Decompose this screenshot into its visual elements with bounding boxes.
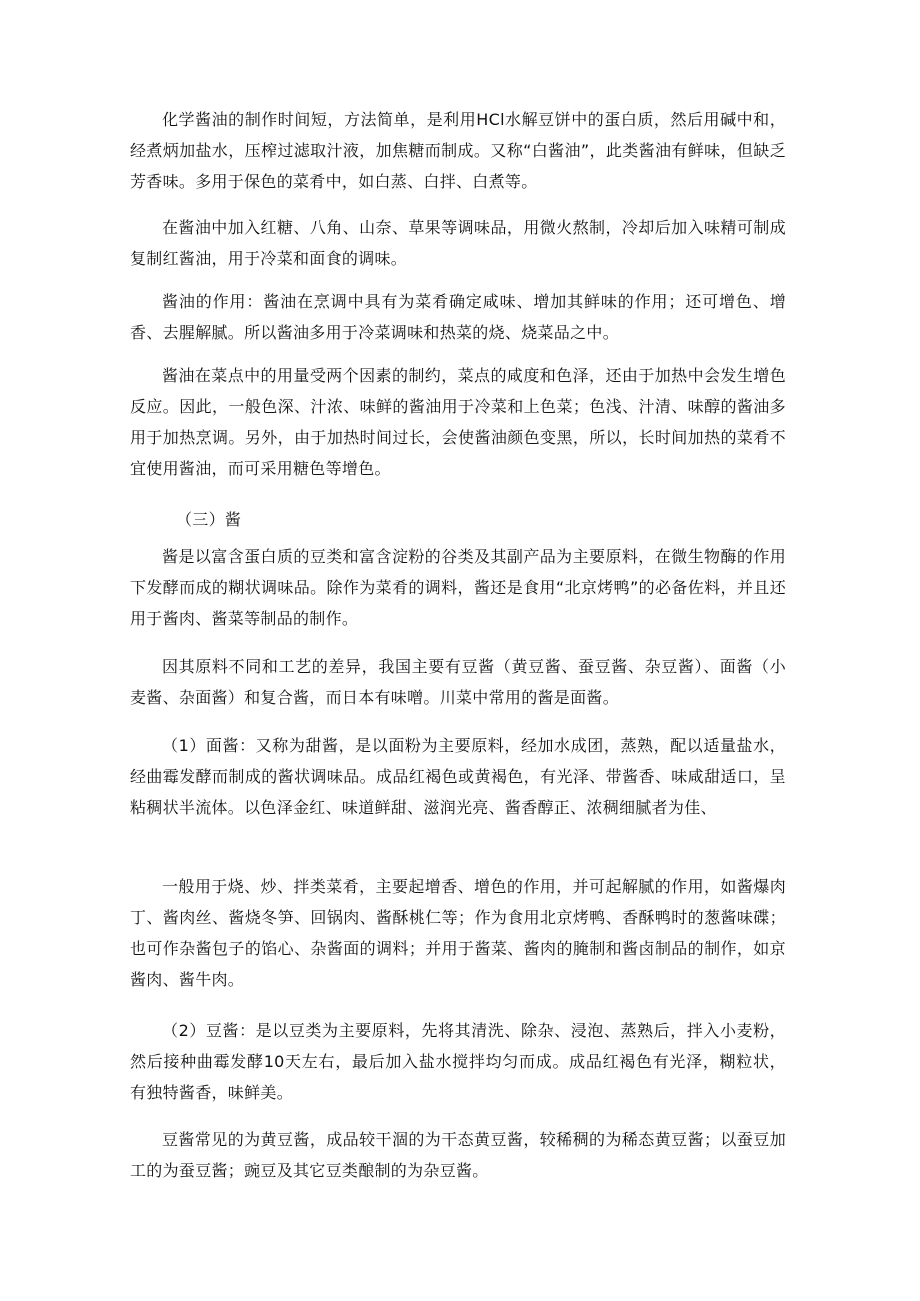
- paragraph-sauce-definition: 酱是以富含蛋白质的豆类和富含淀粉的谷类及其副产品为主要原料，在微生物酶的作用下发酵而成的糊状调味品。除作为菜肴的调料，酱还是食用“北京烤鸭”的必备佐料，并且还用于酱肉、酱菜等制品的制作。: [130, 547, 786, 628]
- paragraph-sauce-types: 因其原料不同和工艺的差异，我国主要有豆酱（黄豆酱、蚕豆酱、杂豆酱）、面酱（小麦酱、杂面酱）和复合酱，而日本有味噌。川菜中常用的酱是面酱。: [130, 657, 786, 707]
- paragraph-chemical-soy-sauce: 化学酱油的制作时间短，方法简单，是利用HCl水解豆饼中的蛋白质，然后用碱中和，经煮炳加盐水，压榨过滤取汁液，加焦糖而制成。又称“白酱油”，此类酱油有鲜味，但缺乏芳香味。多用于保色的菜肴中，如白蒸、白拌、白煮等。: [130, 110, 786, 191]
- paragraph-flour-sauce: （1）面酱：又称为甜酱，是以面粉为主要原料，经加水成团，蒸熟，配以适量盐水，经曲霉发酵而制成的酱状调味品。成品红褐色或黄褐色，有光泽、带酱香、味咸甜适口，呈粘稠状半流体。以色泽金红、味道鲜甜、滋润光亮、酱香醇正、浓稠细腻者为佳、: [130, 736, 786, 817]
- paragraph-bean-sauce-kinds: 豆酱常见的为黄豆酱，成品较干涸的为干态黄豆酱，较稀稠的为稀态黄豆酱；以蚕豆加工的为蚕豆酱；豌豆及其它豆类酿制的为杂豆酱。: [130, 1130, 786, 1180]
- paragraph-flour-sauce-usage: 一般用于烧、炒、拌类菜肴，主要起增香、增色的作用，并可起解腻的作用，如酱爆肉丁、酱肉丝、酱烧冬笋、回锅肉、酱酥桃仁等；作为食用北京烤鸭、香酥鸭时的葱酱味碟；也可作杂酱包子的馅心、杂酱面的调料；并用于酱菜、酱肉的腌制和酱卤制品的制作，如京酱肉、酱牛肉。: [130, 877, 786, 989]
- paragraph-soy-sauce-function: 酱油的作用：酱油在烹调中具有为菜肴确定咸味、增加其鲜味的作用；还可增色、增香、去腥解腻。所以酱油多用于冷菜调味和热菜的烧、烧菜品之中。: [130, 292, 786, 342]
- paragraph-red-soy-sauce: 在酱油中加入红糖、八角、山奈、草果等调味品，用微火熬制，冷却后加入味精可制成复制红酱油，用于冷菜和面食的调味。: [130, 218, 786, 268]
- paragraph-soy-sauce-usage: 酱油在菜点中的用量受两个因素的制约，菜点的咸度和色泽，还由于加热中会发生增色反应。因此，一般色深、汁浓、味鲜的酱油用于冷菜和上色菜；色浅、汁清、味醇的酱油多用于加热烹调。另外，由于加热时间过长，会使酱油颜色变黑，所以，长时间加热的菜肴不宜使用酱油，而可采用糖色等增色。: [130, 366, 786, 478]
- section-heading-sauce: （三）酱: [176, 510, 242, 529]
- paragraph-bean-sauce: （2）豆酱：是以豆类为主要原料，先将其清洗、除杂、浸泡、蒸熟后，拌入小麦粉，然后接种曲霉发酵10天左右，最后加入盐水搅拌均匀而成。成品红褐色有光泽，糊粒状，有独特酱香，味鲜美。: [130, 1021, 786, 1102]
